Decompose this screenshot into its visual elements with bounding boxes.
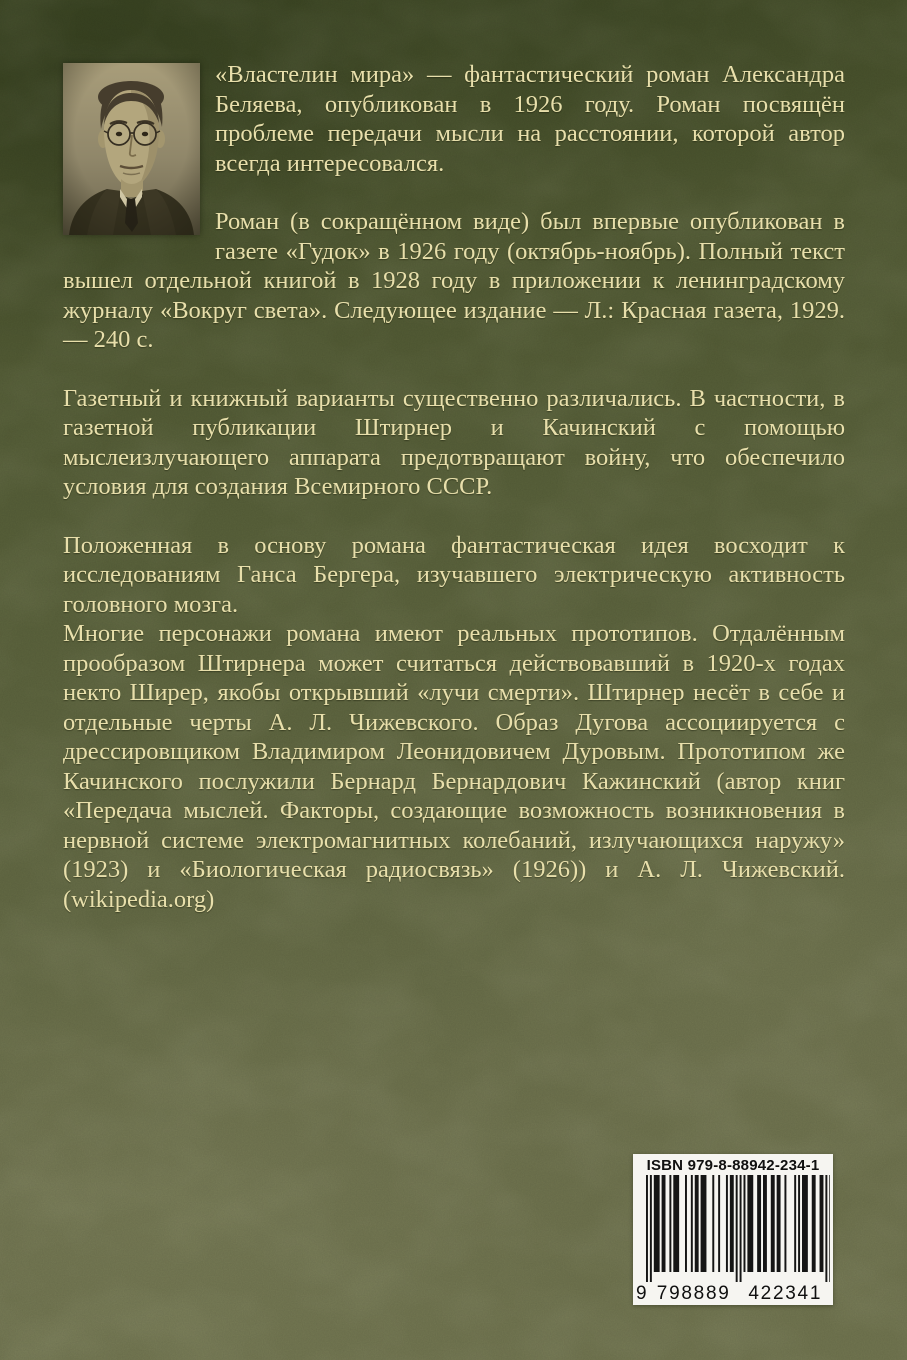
- isbn-number-label: ISBN 979-8-88942-234-1: [646, 1157, 820, 1174]
- annotation-paragraph-1: «Властелин мира» — фантастический роман Александра Беляева, опубликован в 1926 году. Роман посвящён проблеме передачи мысли на расстоянии, которой автор всегда интересовался.: [215, 61, 845, 177]
- author-portrait-photo: [63, 63, 200, 235]
- annotation-paragraph-2: Роман (в сокращённом виде) был впервые опубликован в газете «Гудок» в 1926 году (октябрь-ноябрь). Полный текст вышел отдельной книгой в 1928 году в приложении к ленинградскому журналу «Вокруг света». Следующее издание — Л.: Красная газета, 1929. — 240 с.: [63, 208, 845, 353]
- ean13-barcode: [636, 1175, 830, 1305]
- annotation-paragraph-3: Газетный и книжный варианты существенно различались. В частности, в газетной публикации Штирнер и Качинский с помощью мыслеизлучающего аппарата предотвращают войну, что обеспечило условия для создания Всемирного СССР.: [63, 384, 845, 500]
- annotation-paragraph-5: Многие персонажи романа имеют реальных прототипов. Отдалённым прообразом Штирнера может считаться действовавший в 1920-х годах некто Ширер, якобы открывший «лучи смерти». Штирнер несёт в себе и отдельные черты А. Л. Чижевского. Образ Дугова ассоциируется с дрессировщиком Владимиром Леонидовичем Дуровым. Прототипом же Качинского послужили Бернард Бернардович Кажинский (автор книг «Передача мыслей. Факторы, создающие возможность возникновения в нервной системе электромагнитных колебаний, излучающихся наружу» (1923) и «Биологическая радиосвязь» (1926)) и А. Л. Чижевский. (wikipedia.org): [63, 620, 845, 913]
- svg-text:798889: 798889: [656, 1283, 729, 1304]
- svg-text:422341: 422341: [748, 1283, 821, 1304]
- annotation-paragraph-4: Положенная в основу романа фантастическая идея восходит к исследованиям Ганса Бергера, изучавшего электрическую активность головного мозга.: [63, 531, 845, 618]
- author-portrait-illustration: [63, 63, 200, 235]
- svg-text:9: 9: [636, 1283, 647, 1304]
- isbn-barcode-sticker: [633, 1154, 833, 1305]
- annotation-text-block: [63, 60, 845, 914]
